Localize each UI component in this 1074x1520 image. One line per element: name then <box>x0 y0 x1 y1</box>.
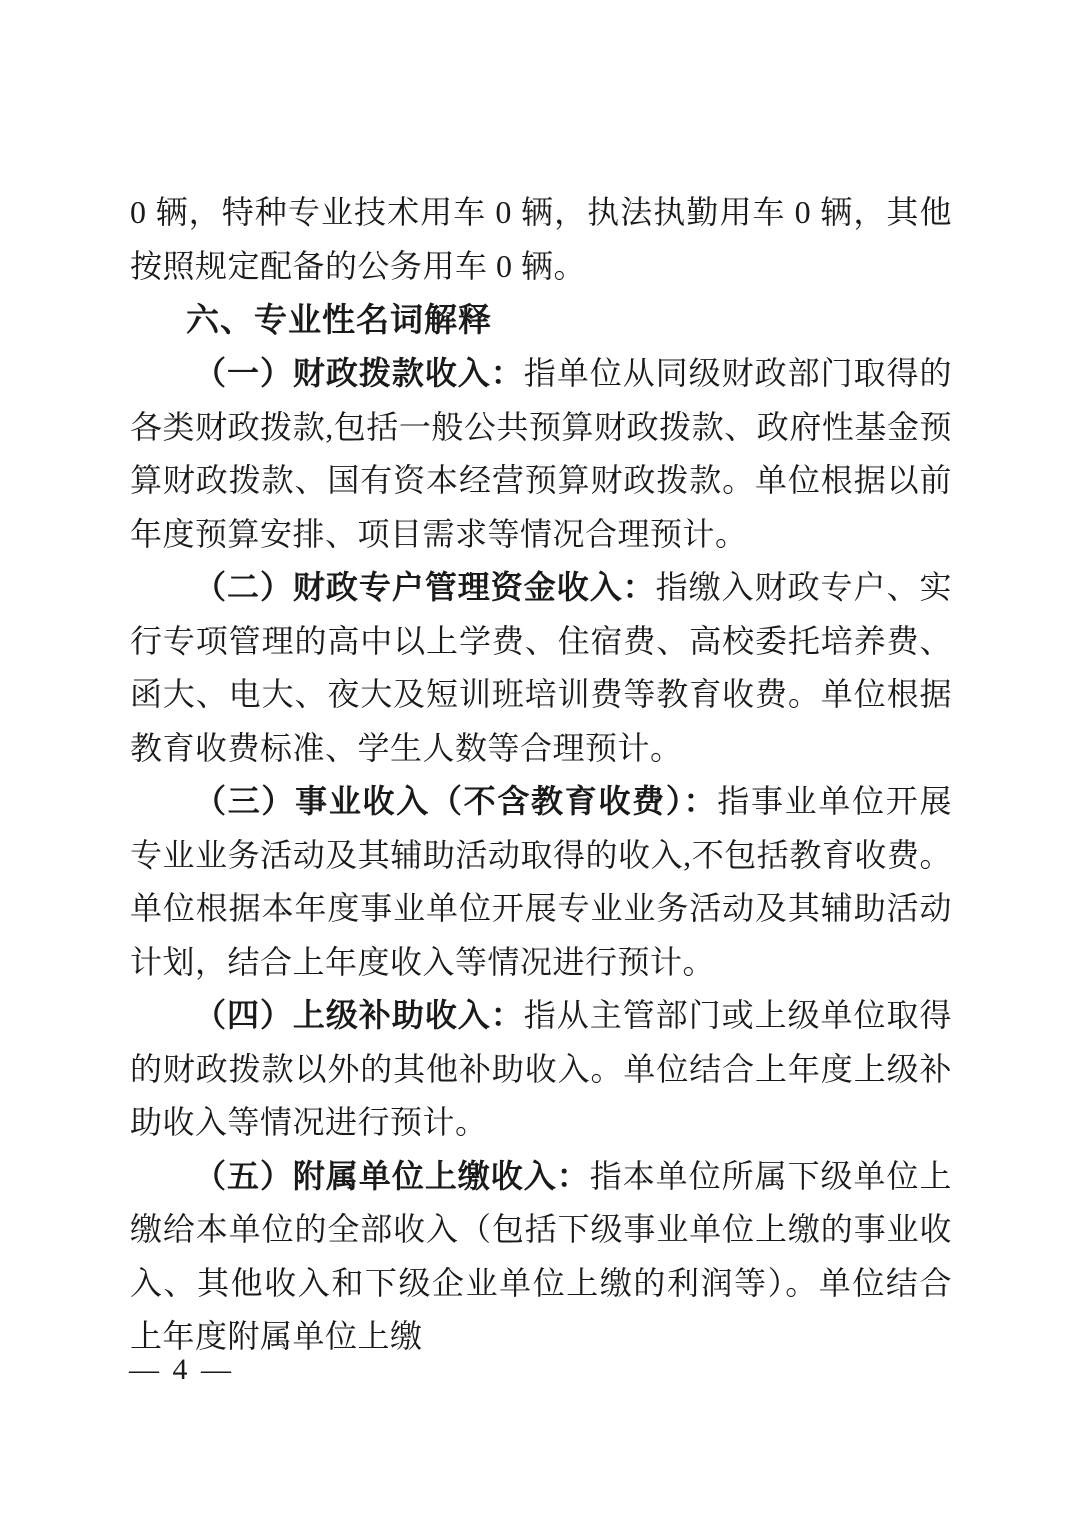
section-heading: 六、专业性名词解释 <box>186 301 492 338</box>
definition-term: （四）上级补助收入： <box>194 997 524 1033</box>
definitions-list <box>130 347 952 1364</box>
definition-term: （五）附属单位上缴收入： <box>194 1157 590 1194</box>
page-footer <box>129 1350 234 1390</box>
definition-text: 指缴入财政专户、实行专项管理的高中以上学费、住宿费、高校委托培养费、函大、电大、夜大及短训班培训费等教育收费。单位根据教育收费标准、学生人数等合理预计。 <box>130 569 952 766</box>
definition-text: 指事业单位开展专业业务活动及其辅助活动取得的收入,不包括教育收费。单位根据本年度事业单位开展专业业务活动及其辅助活动计划，结合上年度收入等情况进行预计。 <box>130 783 952 980</box>
intro-paragraph: 0 辆，特种专业技术用车 0 辆，执法执勤用车 0 辆，其他按照规定配备的公务用车 0 辆。 <box>130 194 952 284</box>
definition-text: 指本单位所属下级单位上缴给本单位的全部收入（包括下级事业单位上缴的事业收入、其他收入和下级企业单位上缴的利润等）。单位结合上年度附属单位上缴 <box>130 1157 952 1354</box>
definition-text: 指单位从同级财政部门取得的各类财政拨款,包括一般公共预算财政拨款、政府性基金预算财政拨款、国有资本经营预算财政拨款。单位根据以前年度预算安排、项目需求等情况合理预计。 <box>130 355 952 552</box>
definition-term: （二）财政专户管理资金收入： <box>194 569 656 605</box>
definition-paragraph <box>130 561 952 775</box>
definition-text: 指从主管部门或上级单位取得的财政拨款以外的其他补助收入。单位结合上年度上级补助收入等情况进行预计。 <box>130 997 952 1140</box>
definition-paragraph <box>130 347 952 561</box>
definition-paragraph <box>130 775 952 989</box>
definition-term: （一）财政拨款收入： <box>194 355 524 391</box>
definition-paragraph <box>130 989 952 1150</box>
page-content <box>130 186 952 1364</box>
definition-term: （三）事业收入（不含教育收费）： <box>194 783 718 819</box>
definition-paragraph <box>130 1150 952 1364</box>
page-number: — 4 — <box>129 1353 234 1386</box>
